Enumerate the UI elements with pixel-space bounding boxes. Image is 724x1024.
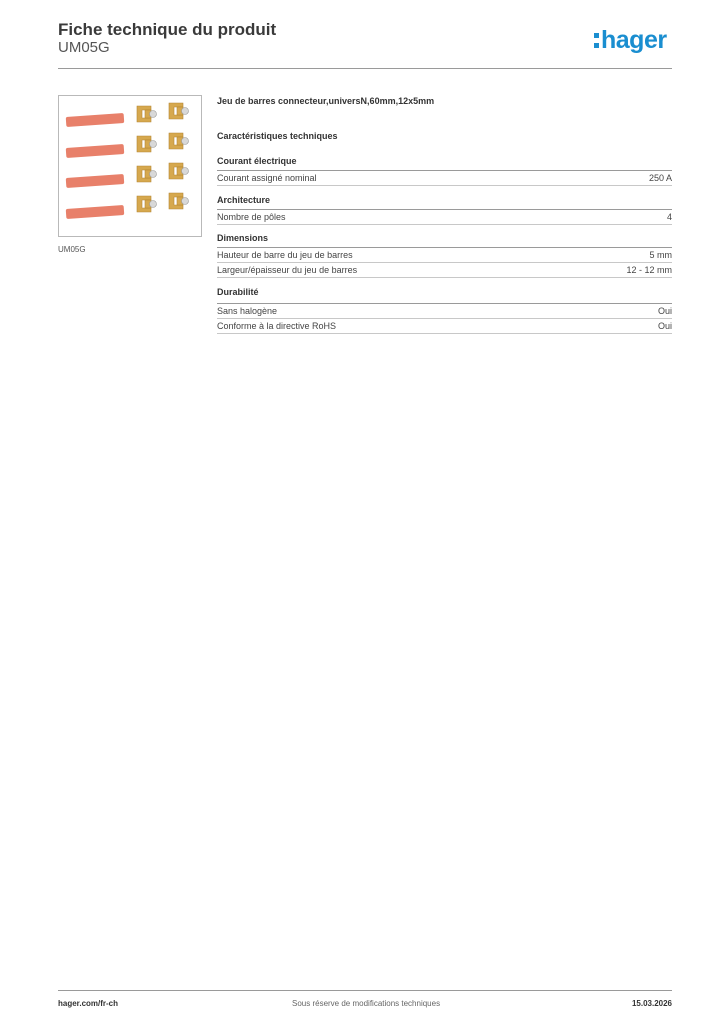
spec-label: Courant assigné nominal bbox=[217, 173, 317, 183]
group-durability bbox=[217, 287, 672, 334]
spec-label: Hauteur de barre du jeu de barres bbox=[217, 250, 353, 260]
spec-value: Oui bbox=[657, 306, 672, 316]
product-description: Jeu de barres connecteur,universN,60mm,12x5mm bbox=[217, 96, 435, 106]
spec-label: Largeur/épaisseur du jeu de barres bbox=[217, 265, 358, 275]
product-code: UM05G bbox=[58, 39, 110, 56]
spec-label: Nombre de pôles bbox=[217, 212, 286, 222]
spec-label: Conforme à la directive RoHS bbox=[217, 321, 337, 331]
footer-divider bbox=[58, 990, 672, 991]
spec-value: 5 mm bbox=[649, 250, 672, 260]
spec-row bbox=[217, 210, 672, 225]
group-dimensions bbox=[217, 233, 672, 278]
image-caption: UM05G bbox=[58, 245, 86, 254]
logo-colon-icon bbox=[594, 33, 599, 49]
group-architecture bbox=[217, 195, 672, 225]
spec-row bbox=[217, 263, 672, 278]
spec-label: Sans halogène bbox=[217, 306, 278, 316]
group-title: Architecture bbox=[217, 195, 672, 210]
hager-logo bbox=[594, 28, 667, 53]
product-image bbox=[58, 95, 202, 237]
footer-website-link[interactable]: hager.com/fr-ch bbox=[58, 999, 119, 1008]
spec-row bbox=[217, 248, 672, 263]
spec-value: 250 A bbox=[648, 173, 672, 183]
group-title: Durabilité bbox=[217, 287, 672, 304]
footer-notice: Sous réserve de modifications techniques bbox=[292, 999, 441, 1008]
clamps bbox=[137, 103, 189, 212]
characteristics-title: Caractéristiques techniques bbox=[217, 131, 338, 141]
header-divider bbox=[58, 68, 672, 69]
group-electrical-current bbox=[217, 156, 672, 186]
copper-bars bbox=[66, 113, 125, 219]
spec-row bbox=[217, 171, 672, 186]
group-title: Dimensions bbox=[217, 233, 672, 248]
spec-row bbox=[217, 304, 672, 319]
spec-value: 12 - 12 mm bbox=[626, 265, 672, 275]
product-description-block bbox=[217, 96, 672, 110]
document-title: Fiche technique du produit bbox=[58, 20, 277, 39]
spec-row bbox=[217, 319, 672, 334]
spec-value: Oui bbox=[657, 321, 672, 331]
footer-date: 15.03.2026 bbox=[631, 999, 672, 1008]
spec-value: 4 bbox=[666, 212, 672, 222]
busbar-set-icon bbox=[59, 96, 201, 236]
group-title: Courant électrique bbox=[217, 156, 672, 171]
logo-text: hager bbox=[601, 26, 667, 54]
